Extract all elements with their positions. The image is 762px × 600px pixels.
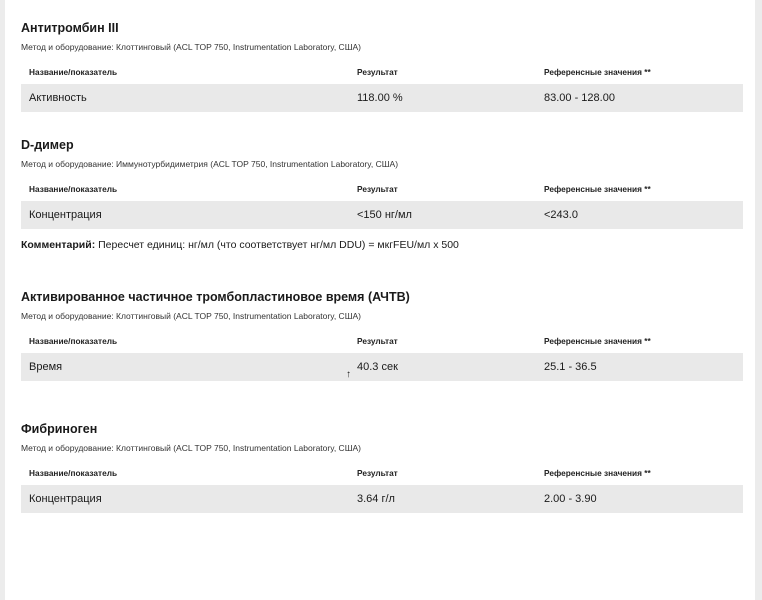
row-reference: <243.0 (544, 209, 578, 221)
row-result: <150 нг/мл (357, 209, 412, 221)
row-result: 118.00 % (357, 92, 403, 104)
section-title: Антитромбин III (21, 21, 119, 35)
col-name-header: Название/показатель (29, 184, 118, 194)
col-reference-header: Референсные значения ** (544, 468, 651, 478)
arrow-up-icon: ↑ (346, 369, 351, 380)
comment-text: Пересчет единиц: нг/мл (что соответствует нг/мл DDU) = мкгFEU/мл х 500 (98, 239, 459, 251)
table-header (21, 66, 743, 80)
row-result: 3.64 г/л (357, 493, 395, 505)
row-reference: 83.00 - 128.00 (544, 92, 615, 104)
col-result-header: Результат (357, 336, 398, 346)
section-antithrombin (21, 20, 743, 112)
table-header (21, 467, 743, 481)
table-header (21, 335, 743, 349)
table-row (21, 353, 743, 381)
row-name: Концентрация (29, 209, 102, 221)
comment-line (21, 239, 459, 251)
section-title: D-димер (21, 138, 74, 152)
col-result-header: Результат (357, 468, 398, 478)
method-line: Метод и оборудование: Клоттинговый (ACL TOP 750, Instrumentation Laboratory, США) (21, 443, 361, 453)
row-reference: 25.1 - 36.5 (544, 361, 597, 373)
comment-label: Комментарий: (21, 239, 96, 251)
table-header (21, 183, 743, 197)
col-result-header: Результат (357, 67, 398, 77)
method-line: Метод и оборудование: Клоттинговый (ACL TOP 750, Instrumentation Laboratory, США) (21, 42, 361, 52)
row-name: Концентрация (29, 493, 102, 505)
section-aptt (21, 289, 743, 381)
row-name: Время (29, 361, 63, 373)
method-line: Метод и оборудование: Клоттинговый (ACL TOP 750, Instrumentation Laboratory, США) (21, 311, 361, 321)
col-reference-header: Референсные значения ** (544, 336, 651, 346)
table-row (21, 485, 743, 513)
row-result-value: 40.3 сек (357, 361, 398, 373)
table-row (21, 84, 743, 112)
row-reference: 2.00 - 3.90 (544, 493, 597, 505)
row-name: Активность (29, 92, 87, 104)
method-line: Метод и оборудование: Иммунотурбидиметрия (ACL TOP 750, Instrumentation Laboratory, США) (21, 159, 399, 169)
col-name-header: Название/показатель (29, 67, 118, 77)
row-result (346, 361, 398, 380)
table-row (21, 201, 743, 229)
col-reference-header: Референсные значения ** (544, 184, 651, 194)
section-title: Фибриноген (21, 422, 98, 436)
lab-report-page (5, 0, 755, 600)
section-title: Активированное частичное тромбопластиновое время (АЧТВ) (21, 290, 410, 304)
section-d-dimer (21, 137, 743, 229)
col-name-header: Название/показатель (29, 336, 118, 346)
col-reference-header: Референсные значения ** (544, 67, 651, 77)
col-result-header: Результат (357, 184, 398, 194)
col-name-header: Название/показатель (29, 468, 118, 478)
section-fibrinogen (21, 421, 743, 513)
